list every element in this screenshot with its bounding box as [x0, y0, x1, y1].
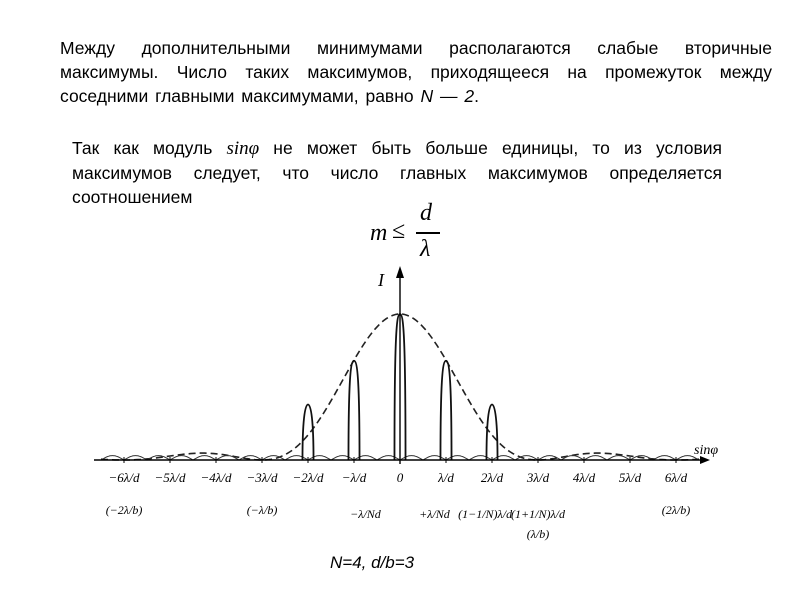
figure-caption: N=4, d/b=3: [330, 553, 415, 572]
tick-label: −6λ/d: [108, 470, 140, 485]
figure-axes: [94, 266, 710, 464]
paragraph-max-condition: [72, 136, 722, 209]
tick-label: λ/d: [438, 470, 454, 485]
para1-formula: N — 2: [420, 86, 475, 106]
tick-label: −4λ/d: [200, 470, 232, 485]
tick-label-secondary: (−λ/b): [246, 503, 278, 517]
tick-label-secondary: (1−1/N)λ/d: [458, 507, 513, 521]
x-axis-label: sinφ: [694, 443, 719, 458]
y-axis-label: I: [378, 270, 384, 290]
tick-label: −2λ/d: [292, 470, 324, 485]
paragraph-secondary-maxima: [60, 36, 772, 108]
formula-lhs: m: [370, 220, 388, 246]
formula-numerator: d: [420, 200, 432, 226]
tick-label: 2λ/d: [480, 470, 504, 485]
tick-label: 6λ/d: [664, 470, 688, 485]
tick-label: 3λ/d: [526, 470, 550, 485]
tick-label: 4λ/d: [572, 470, 596, 485]
para2-sin-phi: sinφ: [226, 138, 260, 159]
tick-label-secondary: +λ/Nd: [419, 507, 450, 521]
para1-text: Между дополнительными минимумами располагаются слабые вторичные максимумы. Число таких максимумов, приходящееся на промежуток между соседними главными максимумами, равно: [60, 38, 772, 106]
diffraction-grating-intensity-figure: [88, 262, 748, 542]
para1-end: .: [474, 86, 479, 106]
tick-labels: [106, 270, 719, 541]
tick-label: 5λ/d: [618, 470, 642, 485]
tick-label-secondary: −λ/Nd: [350, 507, 381, 521]
principal-maximum-peak: [486, 405, 497, 460]
y-axis-arrow: [396, 266, 404, 278]
tick-label-secondary: (1+1/N)λ/d: [511, 507, 565, 521]
tick-label-secondary: (−2λ/b): [105, 503, 143, 517]
tick-label: 0: [396, 470, 404, 485]
tick-label-secondary: (2λ/b): [661, 503, 691, 517]
principal-maximum-peak: [440, 361, 451, 460]
formula-fraction-bar: [416, 232, 440, 234]
principal-maximum-peak: [348, 361, 359, 460]
formula-relation: ≤: [392, 218, 406, 244]
para2-text-before: Так как модуль: [72, 138, 227, 158]
tick-label: −λ/d: [341, 470, 367, 485]
para2-text-after: не может быть больше единицы, то из условия максимумов следует, что число главных максимумов определяется соотношением: [72, 138, 722, 207]
tick-label-secondary: (λ/b): [526, 527, 550, 541]
tick-label: −5λ/d: [154, 470, 186, 485]
formula-denominator: λ: [420, 236, 431, 262]
principal-maximum-peak: [302, 405, 313, 460]
tick-label: −3λ/d: [246, 470, 278, 485]
